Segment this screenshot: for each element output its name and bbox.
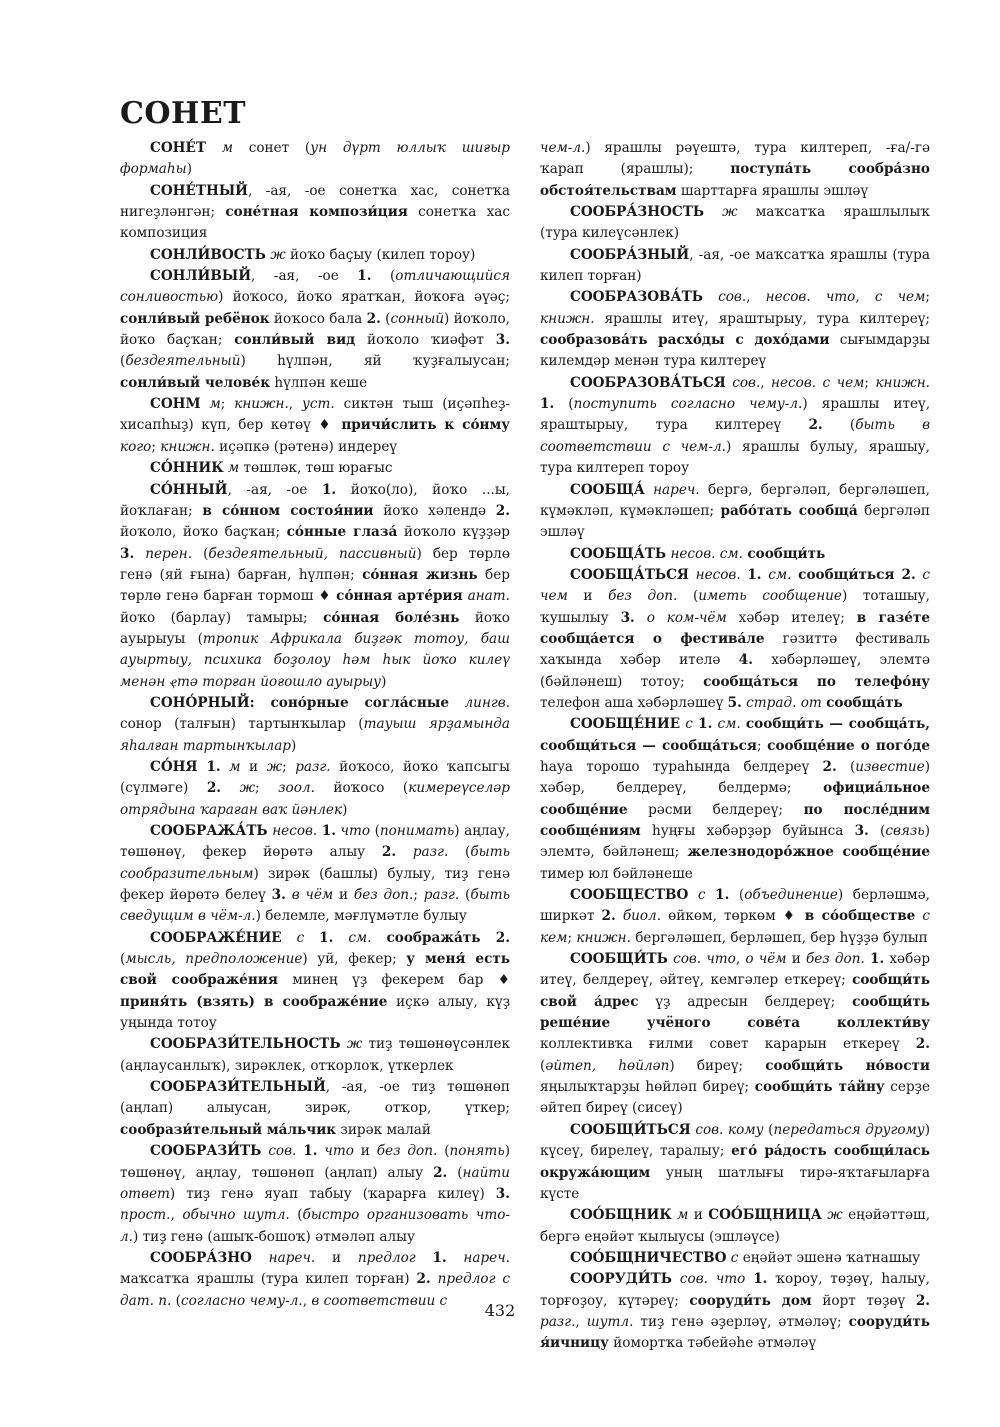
dictionary-entry: СО́ННЫЙ, -ая, -ое 1. йоҡо(ло), йоҡо ...ы, йоҡлаған; в со́нном состоя́нии йоҡо хәлендә 2. йоҡоло, йоҡо баҫҡан; со́нные глаза́ йоҡоло күҙҙәр 3. перен. (бездеятельный, пассивный) бер төрлө генә (яй ғына) барған, һүлпән; со́нная жизнь бер төрлө генә барған тормош ♦ со́нная арте́рия анат. йоҡо (барлау) тамыры; со́нная боле́знь йоҡо ауырыуы (тропик Африкала биҙгәк тотоу, баш ауыртыу, психика боҙолоу һәм һык йоҡо килеү менән ҿтә торған йоғошло ауырыу) — [120, 481, 510, 690]
dictionary-entry: СОНО́РНЫЙ: соно́рные согла́сные лингв. сонор (талғын) тартынҡылар (тауыш ярҙамында яһалған тартынҡылар) — [120, 694, 510, 754]
dictionary-entry: СООБЩА́ТЬСЯ несов. 1. см. сообщи́ться 2. с чем и без доп. (иметь сообщение) тоташыу, ҡушылыу 3. о ком-чём хәбәр ителеү; в газе́те сообща́ется о фестива́ле гәзиттә фестиваль хаҡында хәбәр ителә 4. хәбәрләшеү, элемтә (бәйләнеш) тотоу; сообща́ться по телефо́ну телефон аша хәбәрләшеү 5. страд. от сообща́ть — [540, 566, 931, 711]
dictionary-entry: СОНЕ́Т м сонет (ун дүрт юллыҡ шиғыр формаһы) — [120, 140, 510, 178]
dictionary-entry: СООБРАЖЕ́НИЕ с 1. см. сообража́ть 2. (мысль, предположение) уй, фекер; у меня́ есть свой соображе́ния минең үҙ фекерем бар ♦ приня́ть (взять) в соображе́ние иҫкә алыу, күҙ уңында тотоу — [120, 929, 510, 1032]
running-head: СОНЕТ — [120, 96, 247, 131]
dictionary-entry: СООБРАЗОВА́ТЬ сов., несов. что, с чем; книжн. ярашлы итеү, яраштырыу, тура килтереү; сообразова́ть расхо́ды с дохо́дами сығымдарҙы килемдәр менән тура килтереү — [540, 289, 930, 370]
dictionary-entry: СООБЩИ́ТЬ сов. что, о чём и без доп. 1. хәбәр итеү, белдереү, әйтеү, кемгәлер еткереү; сообщи́ть свой а́дрес үҙ адресын белдереү; сообщи́ть реше́ние учёного сове́та коллекти́ву коллективҡа ғилми совет карарын еткереү 2. (әйтеп, һөйләп) биреү; сообщи́ть но́вости яңылыҡтарҙы һөйләп биреү; сообщи́ть та́йну серҙе әйтеп биреү (сисеү) — [540, 951, 931, 1117]
dictionary-entry: СОНЛИ́ВОСТЬ ж йоҡо баҫыу (килеп тороу) — [150, 246, 476, 263]
dictionary-entry: СООБРАЖА́ТЬ несов. 1. что (понимать) аңлау, төшөнөү, фекер йөрөтә алыу 2. разг. (быть сообразительным) зирәк (башлы) булыу, тиҙ генә фекер йөрөтә белеү 3. в чём и без доп.; разг. (быть сведущим в чём-л.) белемле, мәғлүмәтле булыу — [120, 823, 510, 925]
dictionary-entry: СООБЩИ́ТЬСЯ сов. кому (передаться другому) күсеү, бирелеү, таралыу; его́ ра́дость сообщи́лась окружа́ющим уның шатлығы тирә-яҡтағыларға күсте — [540, 1121, 931, 1202]
dictionary-entry: СОНМ м; книжн., уст. сиктән тыш (иҫәпһеҙ-хисапһыҙ) күп, бер көтөү ♦ причи́слить к со́нму кого; книжн. иҫәпкә (рәтенә) индереү — [120, 396, 510, 455]
dictionary-entry: СООБЩЕСТВО с 1. (объединение) берләшмә, ширкәт 2. биол. өйкөм, төркөм ♦ в со́обществе с кем; книжн. бергәләшеп, берләшеп, бер һүҙҙә булып — [540, 887, 930, 946]
dictionary-entry: СООБРА́ЗНОСТЬ ж маҡсатҡа ярашлылыҡ (тура килеүсәнлек) — [540, 204, 931, 242]
dictionary-entry: СОО́БЩНИЧЕСТВО с еңәйәт эшенә ҡатнашыу — [570, 1249, 921, 1266]
dictionary-entry: СОО́БЩНИК м и СОО́БЩНИЦА ж еңәйәттәш, бергә еңәйәт ҡылыусы (эшләүсе) — [540, 1207, 931, 1245]
dictionary-entry: СОНЛИ́ВЫЙ, -ая, -ое 1. (отличающийся сонливостью) йоҡосо, йоҡо яратҡан, йоҡоға әүәҫ; сонли́вый ребёнок йоҡосо бала 2. (сонный) йоҡоло, йоҡо баҫҡан; сонли́вый вид йоҡоло ҡиәфәт 3. (бездеятельный) һүлпән, яй ҡуҙғалыусан; сонли́вый челове́к һүлпән кеше — [120, 268, 511, 391]
right-column — [540, 138, 930, 1355]
dictionary-entry: СООБРА́ЗНО нареч. и предлог 1. нареч. маҡсатҡа ярашлы (тура килеп торған) 2. предлог с дат. п. (согласно чему-л., в соответствии с — [120, 1249, 510, 1309]
dictionary-entry: чем-л.) ярашлы рәүештә, тура килтереп, -ға/-гә ҡарап (ярашлы); поступа́ть сообра́зно обстоя́тельствам шарттарға ярашлы эшләү — [540, 140, 930, 199]
page-number: 432 — [484, 1301, 516, 1320]
dictionary-entry: СООБЩЕ́НИЕ с 1. см. сообщи́ть — сообща́ть, сообщи́ться — сообща́ться; сообще́ние о пого́де һауа торошо тураһында белдереү 2. (известие) хәбәр, белдереү, белдермә; официа́льное сообще́ние рәсми белдереү; по после́дним сообще́ниям һуңғы хәбәрҙәр буйынса 3. (связь) элемтә, бәйләнеш; железнодоро́жное сообще́ние тимер юл бәйләнеше — [540, 716, 931, 882]
dictionary-entry: СО́ННИК м төшләк, төш юрағыс — [150, 460, 393, 477]
dictionary-entry: СОНЕ́ТНЫЙ, -ая, -ое сонетҡа хас, сонетҡа нигеҙләнгән; соне́тная компози́ция сонетҡа хас композиция — [120, 182, 510, 242]
dictionary-entry: СООРУДИ́ТЬ сов. что 1. ҡороу, төҙөү, һалыу, торғоҙоу, күтәреү; сооруди́ть дом йорт төҙөү 2. разг., шутл. тиҙ генә әҙерләү, әтмәләү; сооруди́ть я́ичницу йомортҡа тәбейәһе әтмәләү — [540, 1271, 931, 1352]
dictionary-entry: СООБРАЗИ́ТЕЛЬНОСТЬ ж тиҙ төшөнөүсәнлек (аңлаусанлыҡ), зирәклек, отҡорлоҡ, үткерлек — [120, 1036, 510, 1074]
left-column — [120, 138, 510, 1312]
dictionary-entry: СООБРАЗИ́ТЕЛЬНЫЙ, -ая, -ое тиҙ төшөнөп (аңлап) алыусан, зирәк, отҡор, үткер; сообрази́тельный ма́льчик зирәк малай — [120, 1079, 510, 1138]
dictionary-entry: СООБРАЗОВА́ТЬСЯ сов., несов. с чем; книжн. 1. (поступить согласно чему-л.) ярашлы итеү, яраштырыу, тура килтереү 2. (быть в соответствии с чем-л.) ярашлы булыу, ярашыу, тура килтереп тороу — [540, 374, 931, 477]
dictionary-entry: СООБРАЗИ́ТЬ сов. 1. что и без доп. (понять) төшөнөү, аңлау, төшөнөп (аңлап) алыу 2. (найти ответ) тиҙ генә яуап табыу (ҡарарға килеү) 3. прост., обычно шутл. (быстро организовать что-л.) тиҙ генә (ашыҡ-бошоҡ) әтмәләп алыу — [120, 1143, 511, 1245]
dictionary-entry: СО́НЯ 1. м и ж; разг. йоҡосо, йоҡо ҡапсыгы (сүлмәге) 2. ж; зоол. йоҡосо (кимереүселәр отрядына ҡараған ваҡ йәнлек) — [120, 758, 510, 818]
dictionary-entry: СООБЩА́ТЬ несов. см. сообщи́ть — [570, 545, 826, 562]
dictionary-entry: СООБРА́ЗНЫЙ, -ая, -ое маҡсатҡа ярашлы (тура килеп торған) — [540, 246, 930, 285]
dictionary-entry: СООБЩА́ нареч. бергә, бергәләп, бергәләшеп, күмәкләп, күмәкләшеп; рабо́тать сообща́ бергәләп эшләү — [540, 481, 930, 541]
